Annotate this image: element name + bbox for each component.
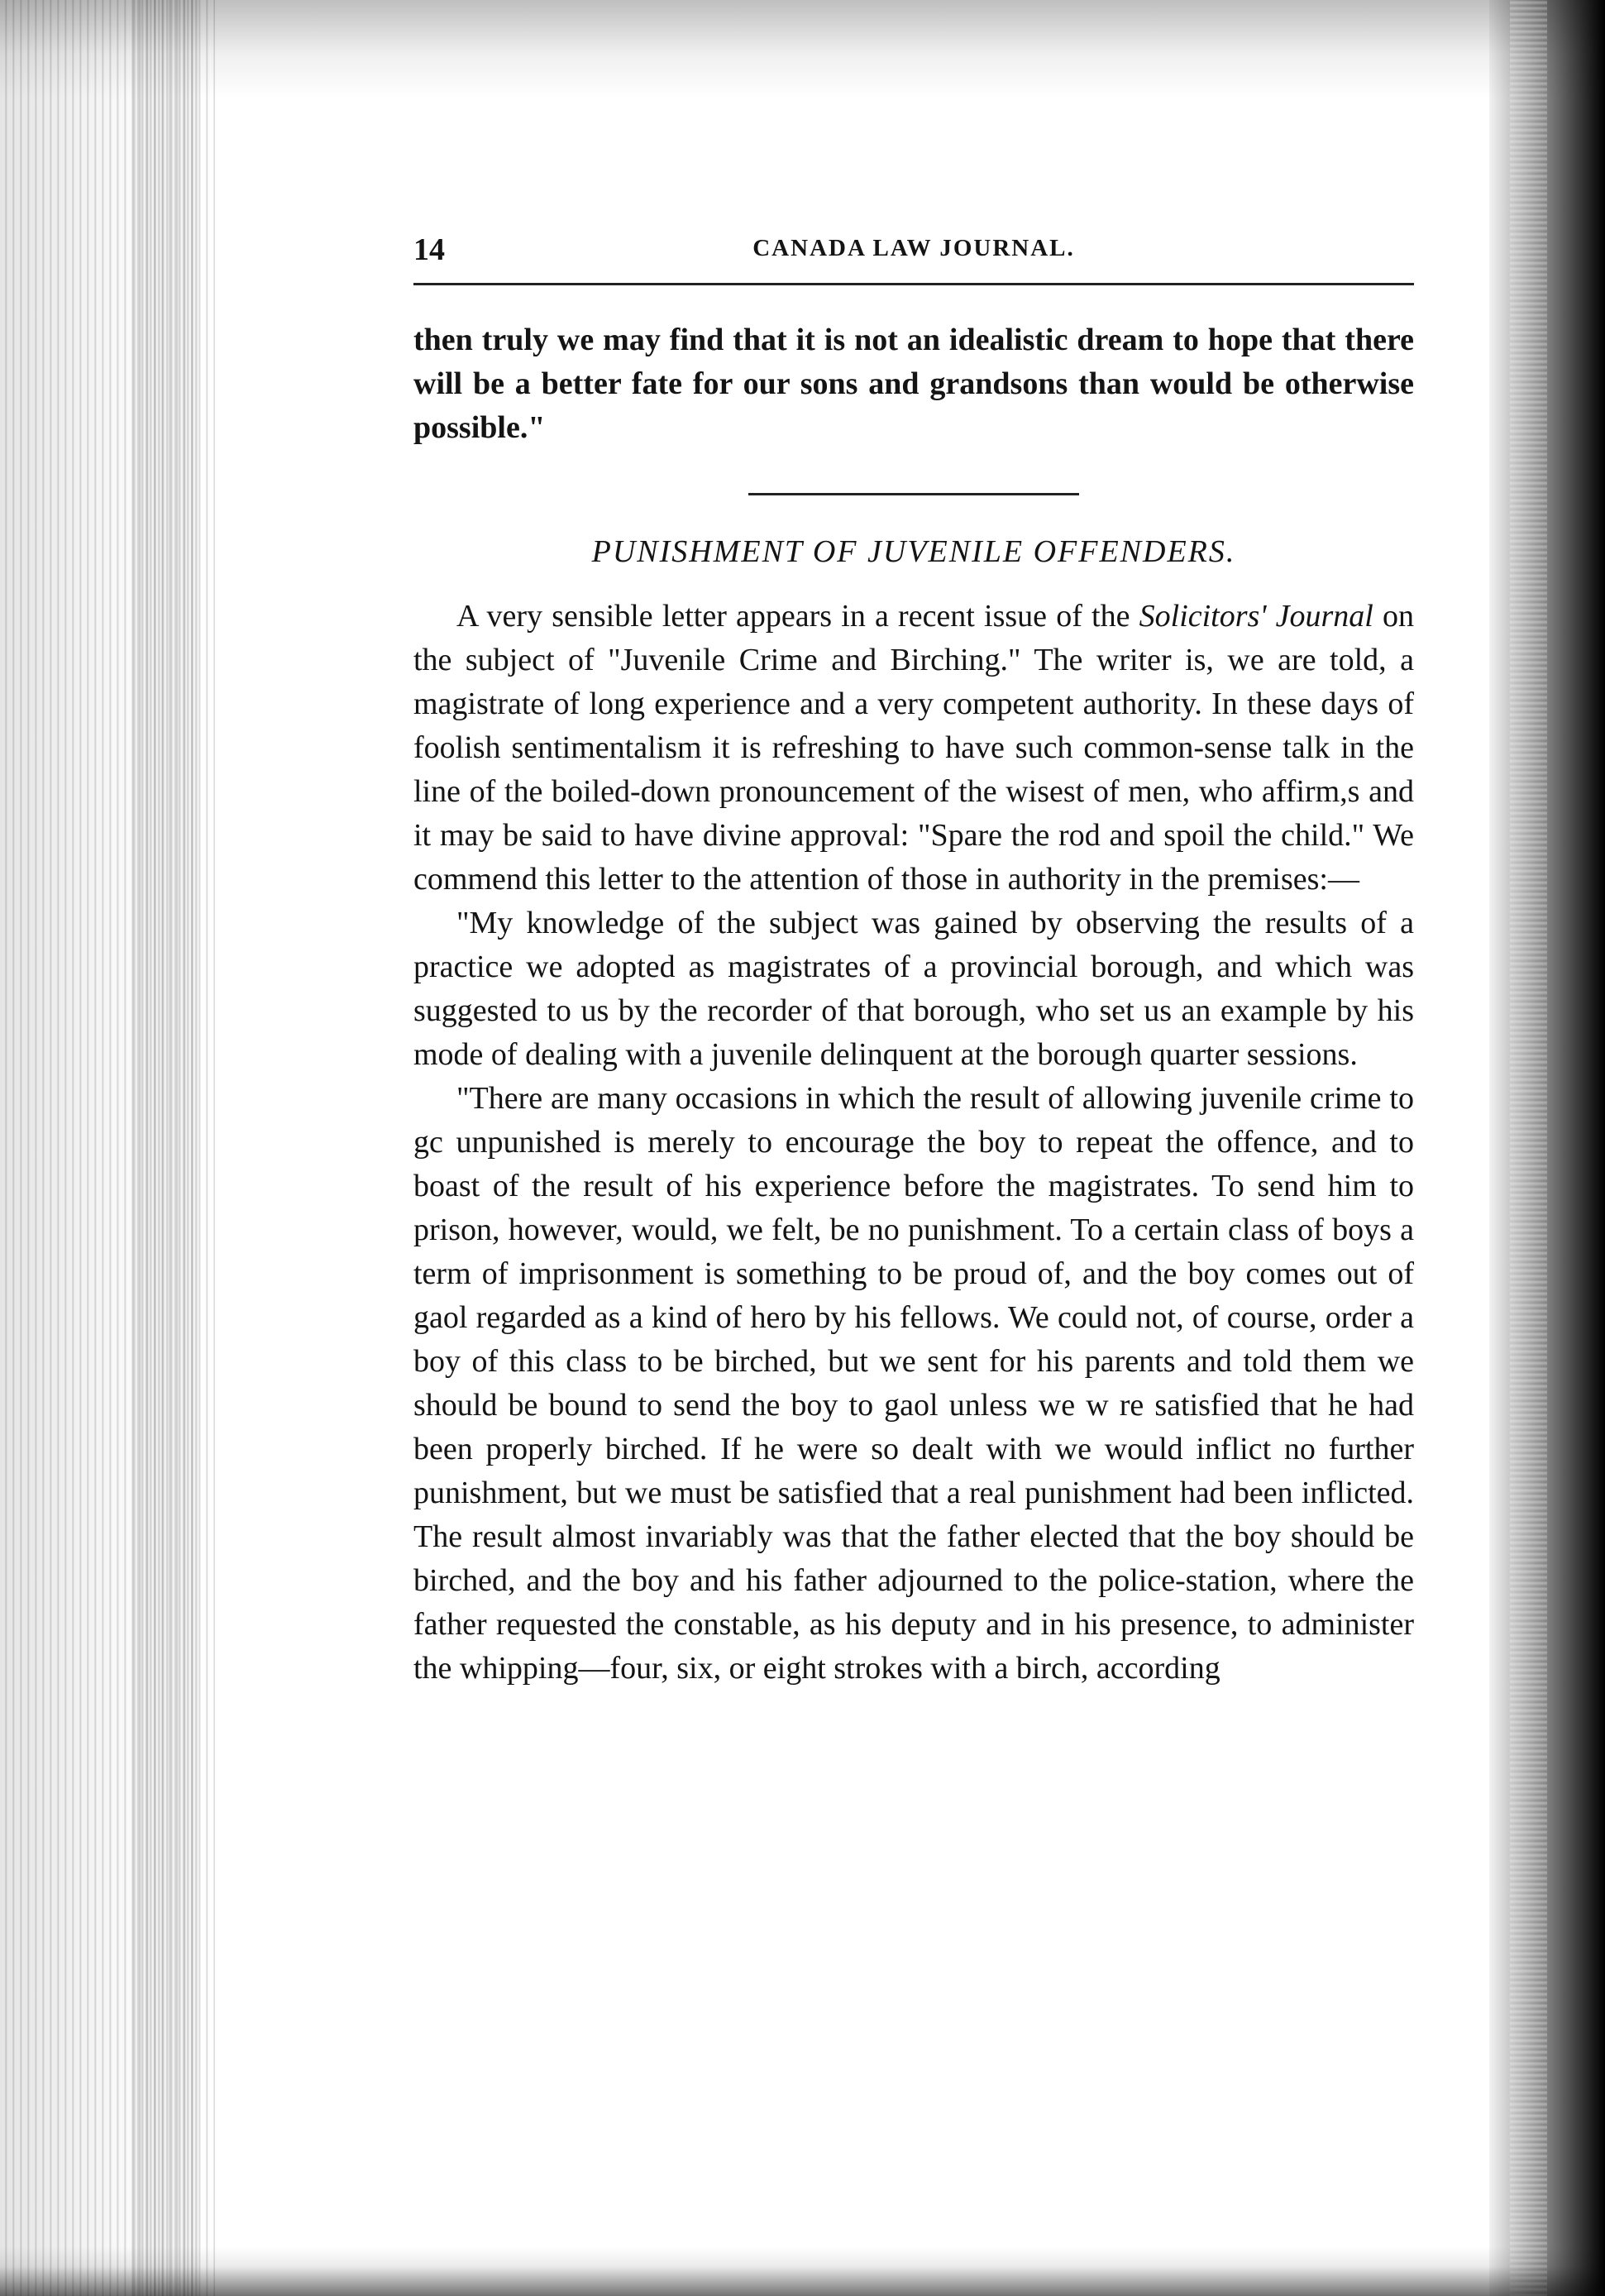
page-number: 14	[413, 232, 445, 267]
journal-title: CANADA LAW JOURNAL.	[752, 235, 1075, 261]
journal-page	[413, 232, 1414, 1691]
scan-bottom-edge	[0, 2246, 1605, 2296]
header-rule	[413, 283, 1414, 285]
cited-journal-name: Solicitors' Journal	[1139, 599, 1373, 634]
scan-top-edge	[0, 0, 1605, 99]
opening-paragraph: then truly we may find that it is not an idealistic dream to hope that there will be a better fate for our sons and grandsons than would be otherwise possible."	[413, 323, 1414, 445]
scan-binding-shadow	[132, 0, 198, 2296]
quote-paragraph-2: "There are many occasions in which the result of allowing juvenile crime to gc unpunished is merely to encourage the boy to repeat the offence, and to boast of the result of his experience before the magistrates. To send him to prison, however, would, we felt, be no punishment. To a certain class of boys a term of imprisonment is something to be proud of, and the boy comes out of gaol regarded as a kind of hero by his fellows. We could not, of course, order a boy of this class to be birched, but we sent for his parents and told them we should be bound to send the boy to gaol unless we w re satisfied that he had been properly birched. If he were so dealt with we would inflict no further punishment, but we must be satisfied that a real punishment had been inflicted. The result almost invariably was that the father elected that the boy should be birched, and the boy and his father adjourned to the police-station, where the father requested the constable, as his deputy and in his presence, to administer the whipping—four, six, or eight strokes with a birch, according	[413, 1081, 1414, 1686]
intro-text-part-2: on the subject of "Juvenile Crime and Birching." The writer is, we are told, a magistrate of long experience and a very competent authority. In these days of foolish sentimentalism it is refreshing to have such common-sense talk in the line of the boiled-down pronouncement of the wisest of men, who affirm,s and it may be said to have divine approval: "Spare the rod and spoil the child." We commend this letter to the attention of those in authority in the premises:—	[413, 599, 1415, 897]
quote-paragraph-1: "My knowledge of the subject was gained by observing the results of a practice we adopted as magistrates of a provincial borough, and which was suggested to us by the recorder of that borough, who set us an example by his mode of dealing with a juvenile delinquent at the borough quarter sessions.	[413, 906, 1414, 1072]
intro-paragraph	[413, 595, 1414, 902]
intro-text-part-1: A very sensible letter appears in a recent issue of the	[456, 599, 1139, 634]
section-separator-rule	[748, 493, 1079, 495]
section-heading: PUNISHMENT OF JUVENILE OFFENDERS.	[591, 534, 1236, 569]
scan-right-texture	[1510, 0, 1547, 2296]
scan-right-edge	[1489, 0, 1605, 2296]
running-header	[413, 232, 1414, 273]
